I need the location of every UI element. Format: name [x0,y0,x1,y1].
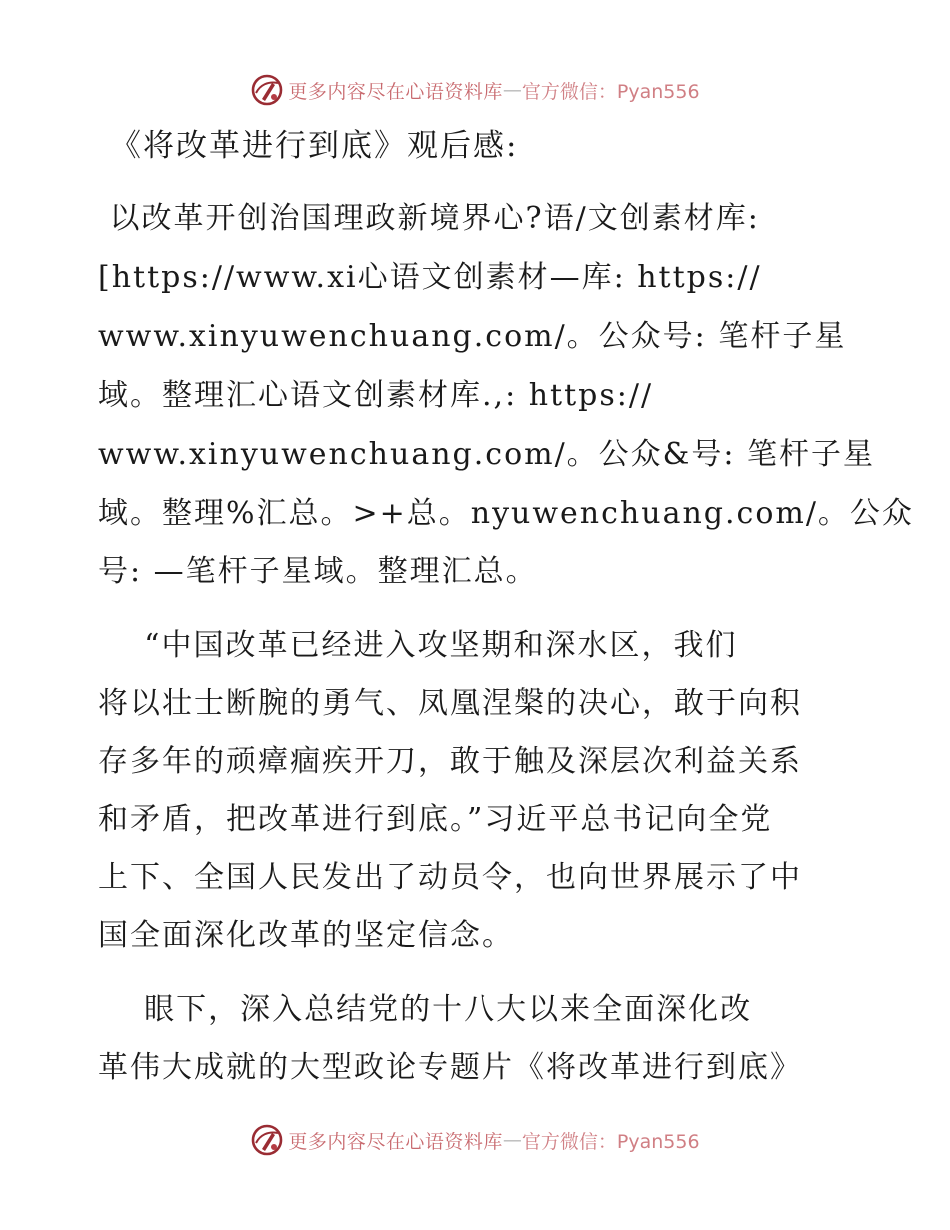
footer-separator: — [502,1129,522,1151]
brand-logo-icon [250,1123,284,1157]
banner-separator: — [502,79,522,101]
paragraph-1-line-5: www.xinyuwenchuang.com/。公众&号: 笔杆子星 [98,437,876,472]
footer-wechat: 官方微信：Pyan556 [521,1130,700,1153]
paragraph-1-line-1: 以改革开创治国理政新境界心?语/文创素材库: [98,201,760,236]
brand-logo-icon [250,73,284,107]
paragraph-1-line-4: 域。整理汇心语文创素材库.,: https:// [98,378,654,413]
paragraph-2-line-5: 上下、全国人民发出了动员令，也向世界展示了中 [98,860,802,895]
banner-wechat: 官方微信：Pyan556 [521,80,700,103]
paragraph-1-line-7: 号: —笔杆子星域。整理汇总。 [98,554,538,589]
footer-slogan: 更多内容尽在心语资料库 [288,1130,503,1153]
paragraph-3-line-2: 革伟大成就的大型政论专题片《将改革进行到底》 [98,1050,802,1085]
paragraph-3-line-1: 眼下，深入总结党的十八大以来全面深化改 [98,992,753,1027]
paragraph-2-line-1: “中国改革已经进入攻坚期和深水区，我们 [98,628,738,663]
header-banner [0,72,950,108]
paragraph-1-line-6: 域。整理%汇总。>+总。nyuwenchuang.com/。公众 [98,496,914,531]
paragraph-2-line-3: 存多年的顽瘴痼疾开刀，敢于触及深层次利益关系 [98,744,802,779]
paragraph-1-line-2: [https://www.xi心语文创素材—库: https:// [98,260,762,295]
document-title: 《将改革进行到底》观后感: [110,128,519,164]
paragraph-2-line-4: 和矛盾，把改革进行到底。”习近平总书记向全党 [98,802,773,837]
footer-banner [0,1122,950,1158]
paragraph-1-line-3: www.xinyuwenchuang.com/。公众号: 笔杆子星 [98,319,847,354]
banner-slogan: 更多内容尽在心语资料库 [288,80,503,103]
paragraph-2-line-6: 国全面深化改革的坚定信念。 [98,918,514,953]
paragraph-2-line-2: 将以壮士断腕的勇气、凤凰涅槃的决心，敢于向积 [98,686,802,721]
